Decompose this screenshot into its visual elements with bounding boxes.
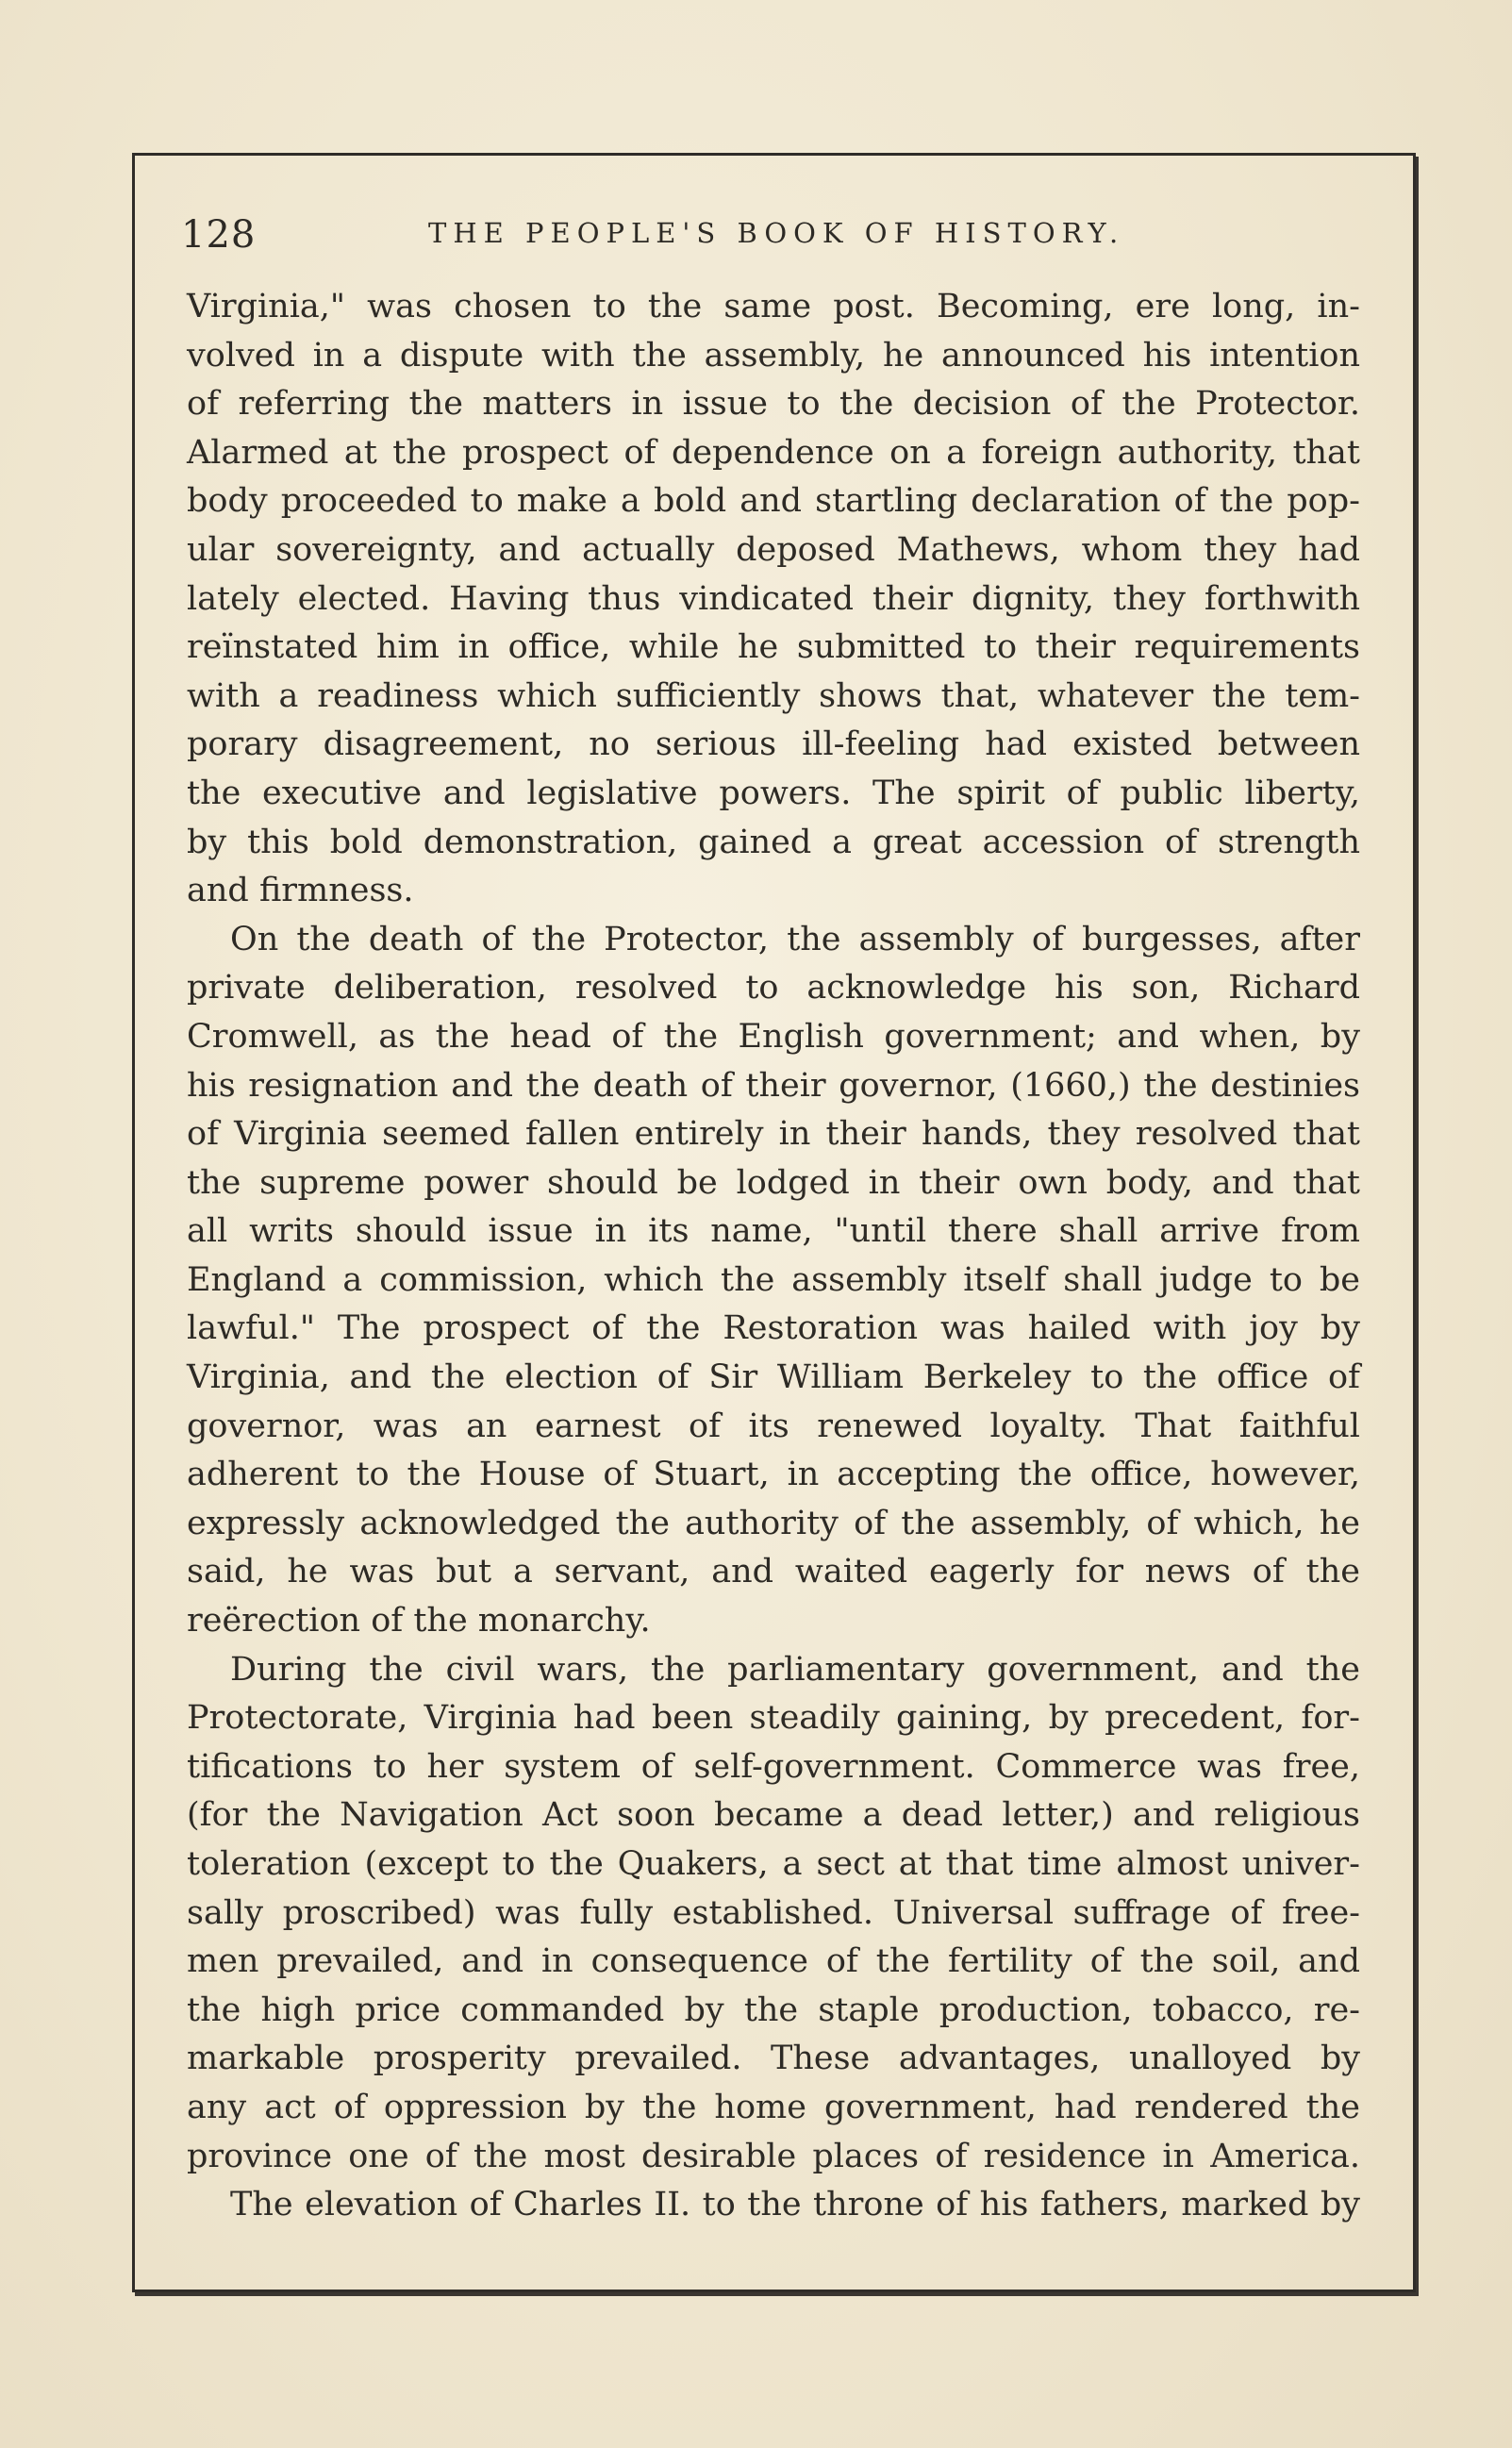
text-line: by this bold demonstration, gained a great accession of strength <box>187 823 1360 861</box>
text-line: province one of the most desirable places of residence in America. <box>187 2137 1360 2175</box>
text-line: toleration (except to the Quakers, a sect at that time almost univer- <box>187 1845 1360 1883</box>
text-line: and firmness. <box>187 872 414 910</box>
text-line: The elevation of Charles II. to the throne of his fathers, marked by <box>230 2186 1360 2224</box>
text-line: porary disagreement, no serious ill-feeling had existed between <box>187 725 1360 764</box>
text-line: body proceeded to make a bold and startling declaration of the pop- <box>187 482 1360 521</box>
text-line: the supreme power should be lodged in their own body, and that <box>187 1163 1360 1202</box>
text-line: expressly acknowledged the authority of the assembly, of which, he <box>187 1504 1360 1542</box>
text-line: volved in a dispute with the assembly, he announced his intention <box>187 336 1360 375</box>
text-line: Virginia, and the election of Sir William Berkeley to the office of <box>187 1358 1360 1397</box>
text-line: reïnstated him in office, while he submitted to their requirements <box>187 628 1360 667</box>
text-line: any act of oppression by the home government, had rendered the <box>187 2088 1360 2126</box>
text-line: Cromwell, as the head of the English government; and when, by <box>187 1017 1360 1056</box>
text-line: England a commission, which the assembly itself shall judge to be <box>187 1260 1360 1299</box>
text-line: On the death of the Protector, the assembly of burgesses, after <box>230 920 1360 958</box>
text-line: During the civil wars, the parliamentary government, and the <box>230 1650 1360 1689</box>
body-text <box>187 283 1360 2230</box>
text-line: the executive and legislative powers. The spirit of public liberty, <box>187 774 1360 812</box>
text-line: of referring the matters in issue to the decision of the Protector. <box>187 385 1360 424</box>
text-line: of Virginia seemed fallen entirely in their hands, they resolved that <box>187 1115 1360 1154</box>
text-line: the high price commanded by the staple production, tobacco, re- <box>187 1990 1360 2029</box>
text-line: governor, was an earnest of its renewed loyalty. That faithful <box>187 1407 1360 1445</box>
text-line: reërection of the monarchy. <box>187 1602 651 1640</box>
text-line: men prevailed, and in consequence of the fertility of the soil, and <box>187 1942 1360 1981</box>
text-line: markable prosperity prevailed. These advantages, unalloyed by <box>187 2040 1360 2078</box>
text-line: his resignation and the death of their governor, (1660,) the destinies <box>187 1066 1360 1105</box>
text-line: lawful." The prospect of the Restoration was hailed with joy by <box>187 1309 1360 1348</box>
page-header <box>181 209 1360 266</box>
page-number: 128 <box>181 213 257 257</box>
running-head: THE PEOPLE'S BOOK OF HISTORY. <box>428 217 1125 249</box>
text-line: Virginia," was chosen to the same post. Becoming, ere long, in- <box>187 288 1360 325</box>
text-line: Protectorate, Virginia had been steadily gaining, by precedent, for- <box>187 1699 1360 1738</box>
text-line: (for the Navigation Act soon became a dead letter,) and religious <box>187 1796 1360 1835</box>
text-line: tifications to her system of self-government. Commerce was free, <box>187 1747 1360 1786</box>
text-line: ular sovereignty, and actually deposed Mathews, whom they had <box>187 530 1360 569</box>
text-line: said, he was but a servant, and waited eagerly for news of the <box>187 1553 1360 1591</box>
text-line: adherent to the House of Stuart, in accepting the office, however, <box>187 1456 1360 1494</box>
text-line: Alarmed at the prospect of dependence on a foreign authority, that <box>187 433 1360 472</box>
text-line: all writs should issue in its name, "until there shall arrive from <box>187 1212 1360 1251</box>
text-line: private deliberation, resolved to acknowledge his son, Richard <box>187 969 1360 1008</box>
text-line: lately elected. Having thus vindicated their dignity, they forthwith <box>187 579 1360 618</box>
text-line: sally proscribed) was fully established. Universal suffrage of free- <box>187 1893 1360 1932</box>
text-line: with a readiness which sufficiently shows that, whatever the tem- <box>187 676 1360 715</box>
